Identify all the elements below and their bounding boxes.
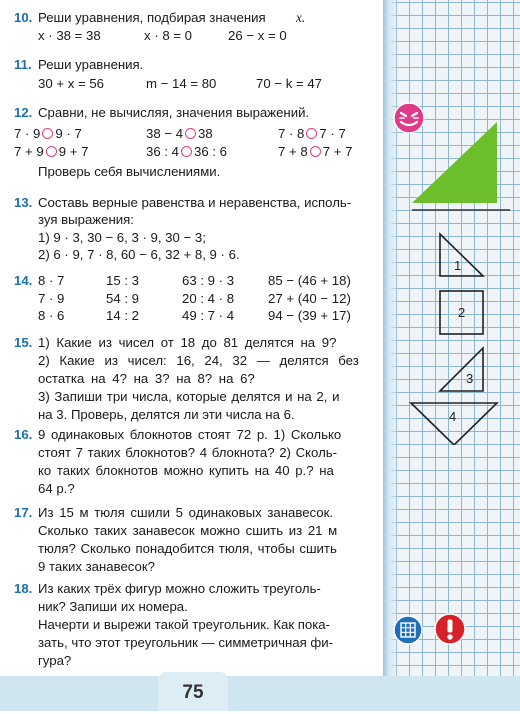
task-14-cell: 54 : 9: [106, 291, 139, 306]
geometry-figures: [400, 115, 520, 445]
task-14-cell: 8 · 6: [38, 308, 65, 323]
task-15-line: на 3. Проверь, делятся ли эти числа на 6.: [38, 407, 295, 422]
task-12-row1-c: 7 · 8 7 · 7: [278, 126, 346, 141]
task-10-eq-1: x · 38 = 38: [38, 28, 101, 43]
footer-band: [0, 676, 520, 711]
task-16-line: ко таких блокнотов можно купить на 40 р.? на: [38, 463, 334, 478]
task-13-line-1: Составь верные равенства и неравенства, исполь-: [38, 195, 352, 210]
task-11-number: 11.: [14, 57, 32, 72]
task-15-line: остатка на 4? на 3? на 8? на 6?: [38, 371, 255, 386]
task-14-number: 14.: [14, 273, 33, 288]
compare-circle: [185, 128, 196, 139]
task-18-line: ник? Запиши их номера.: [38, 599, 188, 614]
compare-circle: [306, 128, 317, 139]
task-12-number: 12.: [14, 105, 33, 120]
task-12-row1-a: 7 · 9 9 · 7: [14, 126, 82, 141]
task-17-number: 17.: [14, 505, 33, 520]
figure-3-triangle: [440, 348, 483, 391]
task-12-row2-c: 7 + 8 7 + 7: [278, 144, 353, 159]
task-11-eq-2: m − 14 = 80: [146, 76, 217, 91]
figure-3-label: 3: [466, 371, 474, 386]
task-14-cell: 14 : 2: [106, 308, 139, 323]
task-17-line: Сколько таких занавесок можно сшить из 21 м: [38, 523, 338, 538]
task-10-eq-3: 26 − x = 0: [228, 28, 287, 43]
task-15-number: 15.: [14, 335, 33, 350]
task-13-item-1: 1) 9 · 3, 30 − 6, 3 · 9, 30 − 3;: [38, 230, 206, 245]
task-14-cell: 27 + (40 − 12): [268, 291, 351, 306]
task-14-cell: 85 − (46 + 18): [268, 273, 351, 288]
task-11-title: Реши уравнения.: [38, 57, 144, 72]
task-11-eq-1: 30 + x = 56: [38, 76, 104, 91]
compare-circle: [310, 146, 321, 157]
figure-1-triangle: [440, 234, 483, 276]
task-14-cell: 8 · 7: [38, 273, 65, 288]
task-18-number: 18.: [14, 581, 33, 596]
task-17-line: 9 таких занавесок?: [38, 559, 155, 574]
task-13-number: 13.: [14, 195, 33, 210]
green-triangle: [412, 122, 497, 203]
task-13-line-2: зуя выражения:: [38, 212, 134, 227]
task-16-line: 64 р.?: [38, 481, 75, 496]
task-15-line: 2) Какие из чисел: 16, 24, 32 — делятся без: [38, 353, 359, 368]
compare-circle: [42, 128, 53, 139]
task-15-line: 3) Запиши три числа, которые делятся и на 2, и: [38, 389, 340, 404]
task-13-item-2: 2) 6 · 9, 7 · 8, 60 − 6, 32 + 8, 9 · 6.: [38, 247, 240, 262]
grid-icon: [393, 615, 423, 645]
task-17-line: тюля? Сколько понадобится тюля, чтобы сшить: [38, 541, 337, 556]
task-12-row2-a: 7 + 9 9 + 7: [14, 144, 89, 159]
task-18-line: зать, что этот треугольник — симметричная фи-: [38, 635, 334, 650]
task-10-eq-2: x · 8 = 0: [144, 28, 193, 43]
task-11-eq-3: 70 − k = 47: [256, 76, 322, 91]
task-18-line: Начерти и вырежи такой треугольник. Как пока-: [38, 617, 331, 632]
task-14-cell: 7 · 9: [38, 291, 65, 306]
compare-circle: [46, 146, 57, 157]
task-14-cell: 20 : 4 · 8: [182, 291, 235, 306]
task-15-line: 1) Какие из чисел от 18 до 81 делятся на 9?: [38, 335, 337, 350]
compare-circle: [181, 146, 192, 157]
task-14-cell: 49 : 7 · 4: [182, 308, 235, 323]
task-12-title: Сравни, не вычисляя, значения выражений.: [38, 105, 310, 120]
task-12-row1-b: 38 − 4 38: [146, 126, 213, 141]
task-18-line: Из каких трёх фигур можно сложить треуголь-: [38, 581, 321, 596]
figure-2-label: 2: [458, 305, 466, 320]
task-10-variable: x.: [296, 10, 306, 25]
exclamation-icon: [434, 613, 466, 645]
task-14-cell: 94 − (39 + 17): [268, 308, 351, 323]
task-14-cell: 63 : 9 · 3: [182, 273, 235, 288]
task-16-line: 9 одинаковых блокнотов стоят 72 р. 1) Сколько: [38, 427, 342, 442]
task-17-line: Из 15 м тюля сшили 5 одинаковых занавесок.: [38, 505, 334, 520]
task-10-title: Реши уравнения, подбирая значения: [38, 10, 266, 25]
page-number: 75: [158, 672, 228, 711]
task-16-number: 16.: [14, 427, 33, 442]
task-12-check: Проверь себя вычислениями.: [38, 164, 221, 179]
task-14-cell: 15 : 3: [106, 273, 139, 288]
task-16-line: стоят 7 таких блокнотов? 4 блокнота? 2) Сколь-: [38, 445, 338, 460]
figure-1-label: 1: [454, 258, 462, 273]
task-10-number: 10.: [14, 10, 33, 25]
task-12-row2-b: 36 : 4 36 : 6: [146, 144, 227, 159]
figure-4-label: 4: [449, 409, 457, 424]
task-18-line: гура?: [38, 653, 72, 668]
